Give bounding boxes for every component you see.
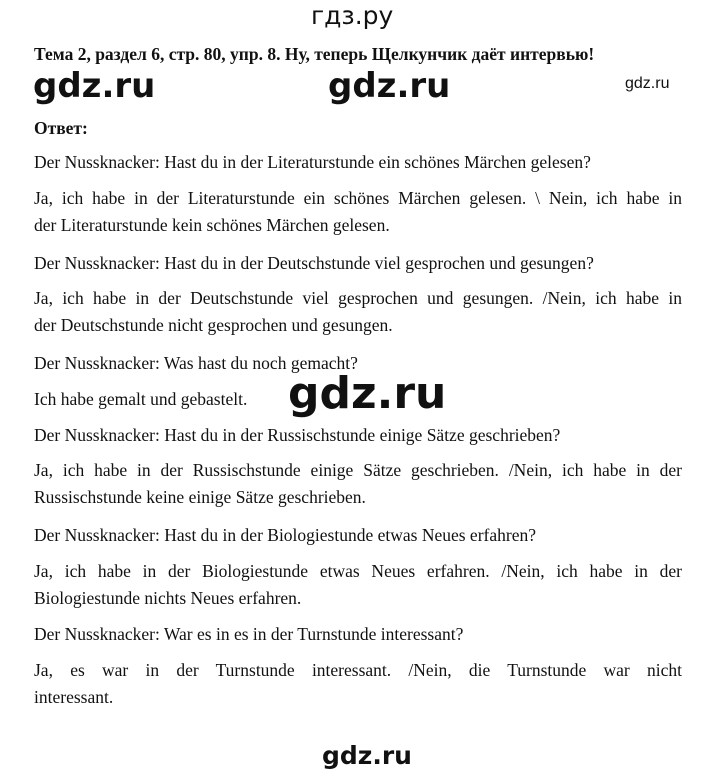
watermark-center: gdz.ru	[328, 66, 451, 106]
text-line: der Deutschstunde nicht gesprochen und gesungen.	[34, 315, 393, 335]
text-line: Russischstunde keine einige Sätze geschrieben.	[34, 487, 366, 507]
answer-label: Ответ:	[34, 118, 88, 138]
watermark-right-small: gdz.ru	[625, 75, 670, 92]
text-line: der Literaturstunde kein schönes Märchen gelesen.	[34, 215, 390, 235]
watermark-bottom: gdz.ru	[322, 741, 412, 770]
text-line: Der Nussknacker: Was hast du noch gemacht?	[34, 353, 358, 373]
text-line: Der Nussknacker: War es in es in der Turnstunde interessant?	[34, 624, 464, 644]
watermark-top: гдз.ру	[311, 1, 394, 30]
text-line: Biologiestunde nichts Neues erfahren.	[34, 588, 302, 608]
text-line: Ja, ich habe in der Russischstunde einige Sätze geschrieben. /Nein, ich habe in der	[34, 460, 682, 480]
text-line: Der Nussknacker: Hast du in der Literaturstunde ein schönes Märchen gelesen?	[34, 152, 591, 172]
text-line: Der Nussknacker: Hast du in der Deutschstunde viel gesprochen und gesungen?	[34, 253, 594, 273]
text-line: Ich habe gemalt und gebastelt.	[34, 389, 248, 409]
text-line: Ja, ich habe in der Biologiestunde etwas Neues erfahren. /Nein, ich habe in der	[34, 561, 682, 581]
text-line: Ja, ich habe in der Literaturstunde ein schönes Märchen gelesen. \ Nein, ich habe in	[34, 188, 682, 208]
text-line: interessant.	[34, 687, 114, 707]
text-line: Ja, ich habe in der Deutschstunde viel gesprochen und gesungen. /Nein, ich habe in	[34, 288, 682, 308]
text-line: Der Nussknacker: Hast du in der Biologiestunde etwas Neues erfahren?	[34, 525, 536, 545]
watermark-middle: gdz.ru	[288, 368, 447, 419]
text-line: Der Nussknacker: Hast du in der Russischstunde einige Sätze geschrieben?	[34, 425, 561, 445]
text-line: Ja, es war in der Turnstunde interessant. /Nein, die Turnstunde war nicht	[34, 660, 682, 680]
watermark-left: gdz.ru	[33, 66, 156, 106]
page-title: Тема 2, раздел 6, стр. 80, упр. 8. Ну, теперь Щелкунчик даёт интервью!	[34, 44, 595, 64]
